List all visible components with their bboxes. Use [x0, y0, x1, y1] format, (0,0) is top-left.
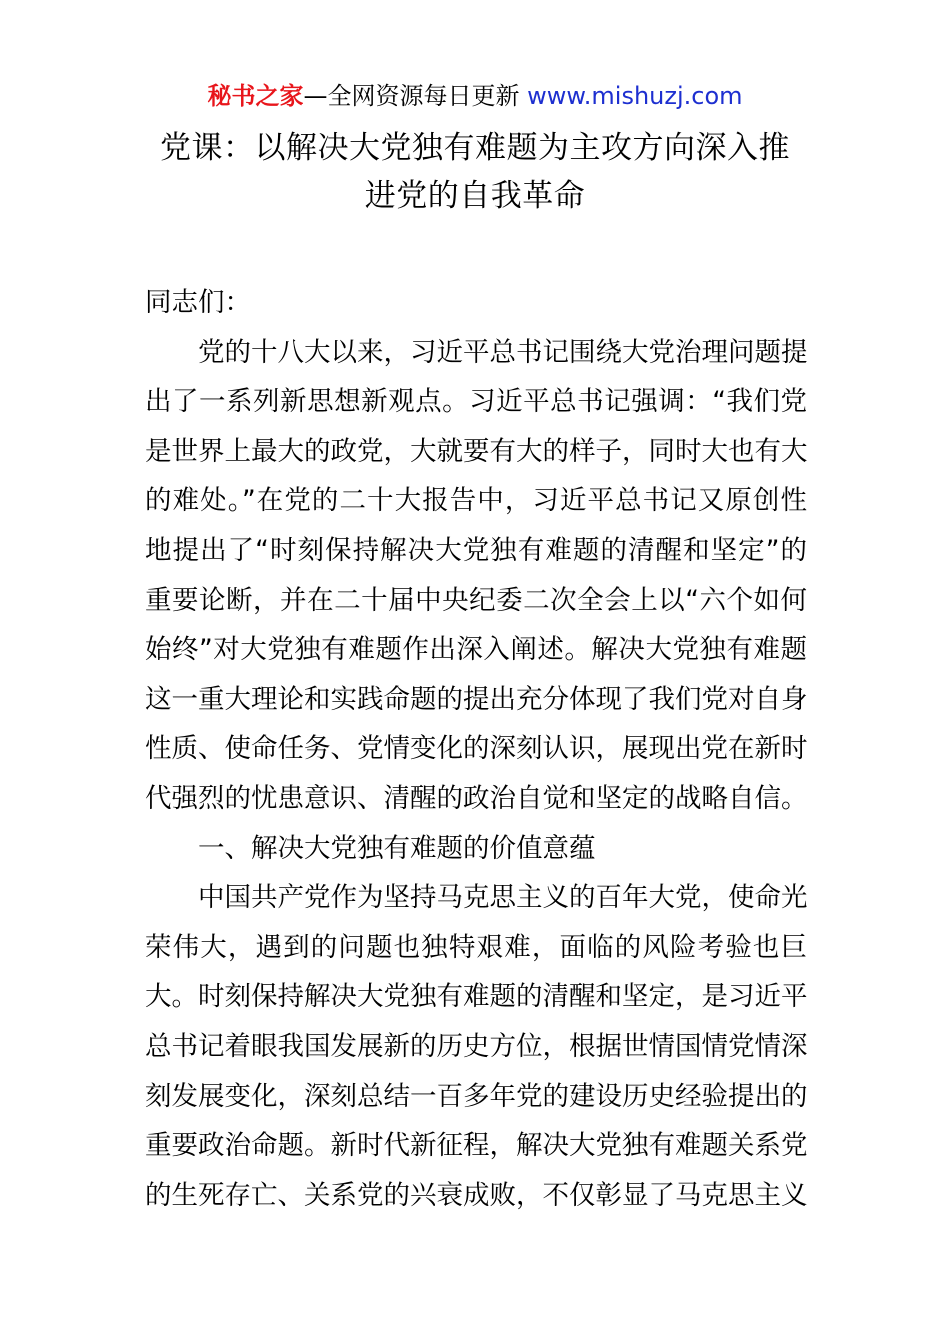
- paragraph-line: 始终”对大党独有难题作出深入阐述。解决大党独有难题: [145, 634, 807, 666]
- paragraph-line: 地提出了“时刻保持解决大党独有难题的清醒和坚定”的: [145, 534, 807, 566]
- site-url-link[interactable]: www.mishuzj.com: [527, 82, 743, 110]
- paragraph-1: [145, 328, 807, 824]
- document-body: [145, 278, 807, 1220]
- title-line-2: 进党的自我革命: [364, 178, 586, 214]
- brand-name: 秘书之家: [207, 82, 304, 110]
- paragraph-line: 的生死存亡、关系党的兴衰成败，不仅彰显了马克思主义: [145, 1179, 808, 1211]
- paragraph-line: 党的十八大以来，习近平总书记围绕大党治理问题提: [198, 336, 808, 368]
- section-heading-1: 一、解决大党独有难题的价值意蕴: [198, 832, 596, 864]
- site-header: [0, 80, 950, 112]
- paragraph-line: 出了一系列新思想新观点。习近平总书记强调：“我们党: [145, 386, 807, 418]
- document-title: [100, 124, 850, 220]
- paragraph-line: 大。时刻保持解决大党独有难题的清醒和坚定，是习近平: [145, 981, 808, 1013]
- salutation: 同志们：: [145, 287, 251, 318]
- header-tagline: —全网资源每日更新: [303, 82, 528, 110]
- paragraph-line: 刻发展变化，深刻总结一百多年党的建设历史经验提出的: [145, 1080, 808, 1112]
- paragraph-line: 这一重大理论和实践命题的提出充分体现了我们党对自身: [145, 683, 808, 715]
- paragraph-line: 代强烈的忧患意识、清醒的政治自觉和坚定的战略自信。: [145, 782, 808, 814]
- paragraph-2: [145, 873, 807, 1220]
- paragraph-line: 重要政治命题。新时代新征程，解决大党独有难题关系党: [145, 1130, 808, 1162]
- paragraph-line: 重要论断，并在二十届中央纪委二次全会上以“六个如何: [145, 584, 807, 616]
- paragraph-line: 是世界上最大的政党，大就要有大的样子，同时大也有大: [145, 435, 808, 467]
- paragraph-line: 中国共产党作为坚持马克思主义的百年大党，使命光: [198, 882, 808, 914]
- title-line-1: 党课：以解决大党独有难题为主攻方向深入推: [160, 130, 790, 166]
- paragraph-line: 的难处。”在党的二十大报告中，习近平总书记又原创性: [145, 485, 807, 517]
- paragraph-line: 性质、使命任务、党情变化的深刻认识，展现出党在新时: [145, 733, 808, 765]
- paragraph-line: 荣伟大，遇到的问题也独特艰难，面临的风险考验也巨: [145, 931, 807, 963]
- paragraph-line: 总书记着眼我国发展新的历史方位，根据世情国情党情深: [145, 1030, 808, 1062]
